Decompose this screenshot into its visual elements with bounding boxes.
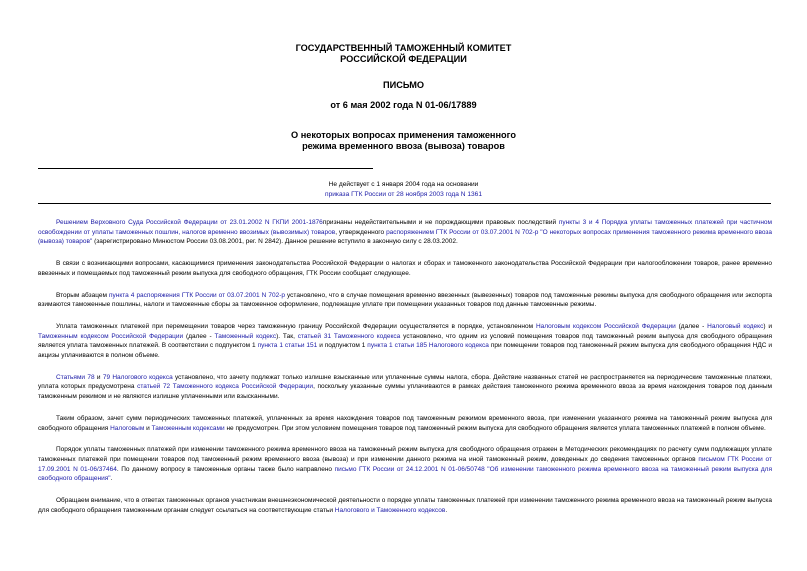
paragraph-5: Статьями 78 и 79 Налогового кодекса установлено, что зачету подлежат только излишне взысканные или уплаченные суммы налога, сбора. Действие названных статей не распространяется на периодические таможенные платежи, уплата которых предусмотрена статьей 72 Таможенного кодекса Российской Федерации, поскольку указанные суммы уплачиваются в рамках действия таможенного режима временного ввоза за время нахождения товаров под данным таможенным режимом и не являются излишне уплаченными или взысканными. bbox=[38, 373, 773, 401]
link-tax-customs-codes[interactable]: Налогового и Таможенного кодексов bbox=[334, 506, 446, 514]
link-payment-procedure[interactable]: Порядка уплаты таможенных платежей при частичном освобождении от уплаты таможенных пошлин, налогов временно ввозимых (вывозимых) товаров bbox=[38, 219, 773, 236]
org-name bbox=[0, 43, 807, 65]
link-article-72[interactable]: статьей 72 Таможенного кодекса Российской Федерации bbox=[137, 383, 314, 391]
doc-title-line-2: режима временного ввоза (вывоза) товаров bbox=[302, 141, 505, 151]
link-article-31[interactable]: статьей 31 Таможенного кодекса bbox=[297, 332, 401, 340]
paragraph-4: Уплата таможенных платежей при перемещении товаров через таможенную границу Российской Федерации осуществляется в порядке, установленном Налоговым кодексом Российской Федерации (далее - Налоговый кодекс) и Таможенным кодексом Российской Федерации (далее - Таможенный кодекс). Так, статьей 31 Таможенного кодекса установлено, что одним из условий помещения товаров под таможенный режим выпуска для свободного обращения является уплата таможенных платежей. В соответствии с подпунктом 1 пункта 1 статьи 151 и подпунктом 1 пункта 1 статьи 185 Налогового кодекса при помещении товаров под таможенный режим выпуска для свободного обращения НДС и акцизы уплачиваются в полном объеме. bbox=[38, 322, 772, 360]
org-line-1: ГОСУДАРСТВЕННЫЙ ТАМОЖЕННЫЙ КОМИТЕТ bbox=[295, 43, 512, 53]
status-link[interactable]: приказа ГТК России от 28 ноября 2003 года N 1361 bbox=[325, 191, 482, 198]
paragraph-8: Обращаем внимание, что в ответах таможенных органов участникам внешнеэкономической деятельности о порядке уплаты таможенных платежей при изменении таможенного режима временного ввоза на таможенный режим выпуска для свободного обращения таможенным органам следует ссылаться на соответствующие статьи Налогового и Таможенного кодексов. bbox=[38, 497, 772, 514]
link-article-151[interactable]: пункта 1 статьи 151 bbox=[257, 342, 318, 350]
doc-title-line-1: О некоторых вопросах применения таможенного bbox=[291, 130, 516, 140]
link-article-78[interactable]: Статьями 78 bbox=[56, 373, 95, 381]
status-note bbox=[0, 180, 807, 200]
link-points-3-4[interactable]: пункты 3 и 4 bbox=[558, 219, 599, 226]
paragraph-3: Вторым абзацем пункта 4 распоряжения ГТК России от 03.07.2001 N 702-р установлено, что в случае помещения временно ввезенных (вывезенных) товаров под таможенные режимы выпуска для свободного обращения или экспорта взимаются таможенные пошлины, налоги и таможенные сборы за таможенное оформление, подлежащие уплате при помещении указанных товаров под данные таможенные режимы. bbox=[38, 291, 772, 309]
doc-date: от 6 мая 2002 года N 01-06/17889 bbox=[330, 100, 477, 110]
link-article-185[interactable]: пункта 1 статьи 185 Налогового кодекса bbox=[367, 342, 489, 350]
doc-title bbox=[0, 130, 807, 152]
divider-long bbox=[38, 203, 771, 204]
document-body bbox=[38, 218, 772, 527]
divider-short bbox=[38, 168, 373, 169]
link-tax-code[interactable]: Налоговым кодексом Российской Федерации bbox=[535, 322, 676, 330]
paragraph-6: Таким образом, зачет сумм периодических таможенных платежей, уплаченных за время нахождения товаров под таможенным режимом временного ввоза, при изменении указанного режима на таможенный режим выпуска для свободного обращения Налоговым и Таможенным кодексами не предусмотрен. При этом условием помещения товаров под таможенный режим выпуска для свободного обращения является уплата таможенных платежей в полном объеме. bbox=[38, 414, 772, 432]
link-tax-code-2[interactable]: Налоговым bbox=[110, 424, 145, 432]
link-point-4-order[interactable]: пункта 4 распоряжения ГТК России от 03.07.2001 N 702-р bbox=[108, 291, 285, 299]
paragraph-1: Решением Верховного Суда Российской Федерации от 23.01.2002 N ГКПИ 2001-1876признаны недействительными и не порождающими правовых последствий пункты 3 и 4 Порядка уплаты таможенных платежей при частичном освобождении от уплаты таможенных пошлин, налогов временно ввозимых (вывозимых) товаров, утвержденного распоряжением ГТК России от 03.07.2001 N 702-р "О некоторых вопросах применения таможенного режима временного ввоза (вывоза) товаров" (зарегистрировано Минюстом России 03.08.2001, рег. N 2842). Данное решение вступило в законную силу с 28.03.2002. bbox=[38, 219, 773, 246]
link-letter-37464[interactable]: письмом ГТК России от 17.09.2001 N 01-06/37464 bbox=[38, 455, 772, 473]
link-supreme-court-decision[interactable]: Решением Верховного Суда Российской Федерации от 23.01.2002 N ГКПИ 2001-1876 bbox=[56, 219, 323, 226]
link-letter-50748[interactable]: письмо ГТК России от 24.12.2001 N 01-06/50748 "Об изменении таможенного режима временного ввоза на таможенный режим выпуска для свободного обращения" bbox=[38, 465, 772, 483]
status-line: Не действует с 1 января 2004 года на основании bbox=[328, 181, 479, 188]
link-article-79[interactable]: 79 Налогового кодекса bbox=[102, 373, 173, 381]
link-customs-codes[interactable]: Таможенным кодексами bbox=[151, 424, 225, 432]
link-order-702r[interactable]: распоряжением ГТК России от 03.07.2001 N 702-р "О некоторых вопросах применения таможенного режима временного ввоза (вывоза) товаров" bbox=[38, 228, 772, 246]
link-customs-code-short[interactable]: Таможенный кодекс bbox=[214, 332, 277, 340]
org-line-2: РОССИЙСКОЙ ФЕДЕРАЦИИ bbox=[340, 54, 467, 64]
link-customs-code[interactable]: Таможенным кодексом Российской Федерации bbox=[38, 332, 184, 340]
doc-type: ПИСЬМО bbox=[382, 80, 425, 90]
paragraph-2: В связи с возникающими вопросами, касающимися применения законодательства Российской Федерации о налогах и сборах и таможенного законодательства Российской Федерации при налогообложении товаров, ранее временно ввезенных и помещаемых под таможенный режим выпуска для свободного обращения, ГТК России сообщает следующее. bbox=[38, 260, 772, 277]
paragraph-7: Порядок уплаты таможенных платежей при изменении таможенного режима временного ввоза на таможенный режим выпуска для свободного обращения отражен в Методических рекомендациях по расчету сумм подлежащих уплате таможенных платежей при помещении товаров под таможенный режим временного ввоза (вывоза) и при изменении данного режима на иной таможенный режим, доведенных до сведения таможенных органов письмом ГТК России от 17.09.2001 N 01-06/37464. По данному вопросу в таможенные органы также было направлено письмо ГТК России от 24.12.2001 N 01-06/50748 "Об изменении таможенного режима временного ввоза на таможенный режим выпуска для свободного обращения". bbox=[38, 446, 772, 483]
link-tax-code-short[interactable]: Налоговый кодекс bbox=[707, 322, 764, 330]
